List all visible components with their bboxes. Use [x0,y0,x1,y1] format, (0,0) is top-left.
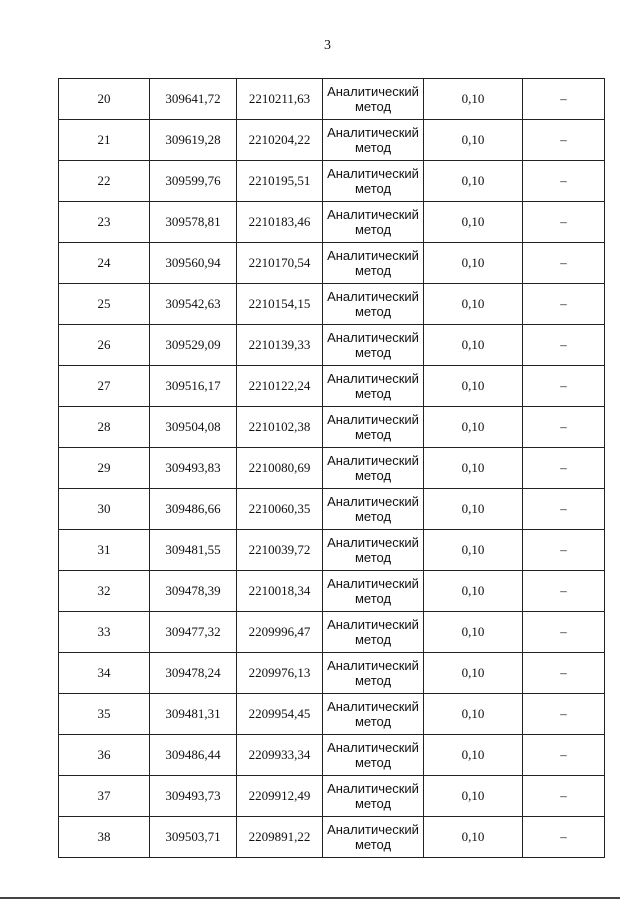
method-line-1: Аналитический [327,453,419,468]
method-line-2: метод [354,427,392,442]
coordinate-x: 309578,81 [150,202,237,243]
method-line-2: метод [354,345,392,360]
accuracy: 0,10 [424,202,523,243]
accuracy: 0,10 [424,735,523,776]
method-line-1: Аналитический [327,822,419,837]
coordinate-y: 2210170,54 [237,243,323,284]
point-number: 24 [59,243,150,284]
point-number: 33 [59,612,150,653]
method-line-1: Аналитический [327,617,419,632]
method-line-1: Аналитический [327,125,419,140]
method [323,407,424,448]
method [323,571,424,612]
table-row [59,489,605,530]
method [323,79,424,120]
method-line-2: метод [354,263,392,278]
table-row [59,243,605,284]
point-number: 30 [59,489,150,530]
accuracy: 0,10 [424,612,523,653]
note: – [523,120,605,161]
point-number: 20 [59,79,150,120]
note: – [523,448,605,489]
table-row [59,161,605,202]
method [323,284,424,325]
point-number: 34 [59,653,150,694]
accuracy: 0,10 [424,530,523,571]
coordinate-y: 2210183,46 [237,202,323,243]
accuracy: 0,10 [424,284,523,325]
coordinate-y: 2210204,22 [237,120,323,161]
method [323,776,424,817]
method-line-2: метод [354,386,392,401]
method-line-1: Аналитический [327,494,419,509]
coordinate-x: 309486,44 [150,735,237,776]
point-number: 36 [59,735,150,776]
table-row [59,776,605,817]
coordinate-x: 309503,71 [150,817,237,858]
table-row [59,448,605,489]
point-number: 21 [59,120,150,161]
coordinate-x: 309529,09 [150,325,237,366]
coordinate-y: 2209891,22 [237,817,323,858]
note: – [523,366,605,407]
method-line-2: метод [354,796,392,811]
method-line-1: Аналитический [327,576,419,591]
coordinate-y: 2209933,34 [237,735,323,776]
point-number: 37 [59,776,150,817]
table-row [59,120,605,161]
method-line-2: метод [354,468,392,483]
note: – [523,571,605,612]
coordinate-x: 309481,31 [150,694,237,735]
coordinate-x: 309560,94 [150,243,237,284]
method [323,366,424,407]
method-line-2: метод [354,632,392,647]
method-line-1: Аналитический [327,248,419,263]
accuracy: 0,10 [424,776,523,817]
note: – [523,530,605,571]
method-line-1: Аналитический [327,535,419,550]
coordinate-x: 309493,83 [150,448,237,489]
note: – [523,202,605,243]
point-number: 32 [59,571,150,612]
coordinate-y: 2209976,13 [237,653,323,694]
table-row [59,735,605,776]
accuracy: 0,10 [424,325,523,366]
table-row [59,366,605,407]
table-row [59,612,605,653]
table-row [59,202,605,243]
page-bottom-rule [0,897,620,899]
method-line-2: метод [354,99,392,114]
page-number: 3 [324,38,331,53]
note: – [523,694,605,735]
coordinate-x: 309478,24 [150,653,237,694]
note: – [523,284,605,325]
point-number: 29 [59,448,150,489]
table-row [59,407,605,448]
note: – [523,407,605,448]
coordinate-y: 2210195,51 [237,161,323,202]
method [323,161,424,202]
coordinate-y: 2209912,49 [237,776,323,817]
table-row [59,653,605,694]
accuracy: 0,10 [424,366,523,407]
method-line-1: Аналитический [327,84,419,99]
accuracy: 0,10 [424,120,523,161]
coordinate-x: 309478,39 [150,571,237,612]
table-row [59,694,605,735]
coordinate-x: 309619,28 [150,120,237,161]
method-line-1: Аналитический [327,740,419,755]
method-line-2: метод [354,509,392,524]
coordinate-x: 309516,17 [150,366,237,407]
method [323,325,424,366]
method-line-2: метод [354,222,392,237]
table-row [59,325,605,366]
coordinate-y: 2210139,33 [237,325,323,366]
method [323,243,424,284]
method-line-2: метод [354,550,392,565]
note: – [523,776,605,817]
method-line-1: Аналитический [327,371,419,386]
method-line-1: Аналитический [327,699,419,714]
coordinates-table [58,78,605,858]
method-line-2: метод [354,755,392,770]
table-row [59,571,605,612]
coordinate-y: 2210211,63 [237,79,323,120]
method [323,817,424,858]
method-line-1: Аналитический [327,412,419,427]
coordinate-x: 309493,73 [150,776,237,817]
point-number: 22 [59,161,150,202]
coordinate-y: 2210080,69 [237,448,323,489]
method [323,612,424,653]
method [323,653,424,694]
accuracy: 0,10 [424,79,523,120]
method-line-1: Аналитический [327,166,419,181]
table-row [59,817,605,858]
method [323,530,424,571]
accuracy: 0,10 [424,653,523,694]
accuracy: 0,10 [424,489,523,530]
method-line-2: метод [354,304,392,319]
coordinate-y: 2209996,47 [237,612,323,653]
accuracy: 0,10 [424,571,523,612]
accuracy: 0,10 [424,243,523,284]
method-line-1: Аналитический [327,289,419,304]
note: – [523,79,605,120]
method-line-1: Аналитический [327,658,419,673]
note: – [523,325,605,366]
point-number: 35 [59,694,150,735]
method [323,202,424,243]
coordinate-x: 309481,55 [150,530,237,571]
accuracy: 0,10 [424,817,523,858]
method [323,448,424,489]
note: – [523,243,605,284]
note: – [523,735,605,776]
table-row [59,284,605,325]
coordinate-x: 309504,08 [150,407,237,448]
coordinate-x: 309599,76 [150,161,237,202]
accuracy: 0,10 [424,161,523,202]
point-number: 31 [59,530,150,571]
method-line-2: метод [354,673,392,688]
point-number: 28 [59,407,150,448]
method-line-2: метод [354,837,392,852]
point-number: 25 [59,284,150,325]
note: – [523,161,605,202]
coordinate-x: 309486,66 [150,489,237,530]
note: – [523,653,605,694]
note: – [523,489,605,530]
coordinate-x: 309542,63 [150,284,237,325]
coordinate-y: 2210060,35 [237,489,323,530]
accuracy: 0,10 [424,407,523,448]
method [323,735,424,776]
point-number: 38 [59,817,150,858]
coordinate-y: 2210122,24 [237,366,323,407]
point-number: 27 [59,366,150,407]
accuracy: 0,10 [424,448,523,489]
coordinate-y: 2210154,15 [237,284,323,325]
accuracy: 0,10 [424,694,523,735]
coordinate-y: 2210102,38 [237,407,323,448]
coordinate-y: 2209954,45 [237,694,323,735]
table-row [59,79,605,120]
method-line-1: Аналитический [327,330,419,345]
method [323,489,424,530]
method-line-2: метод [354,714,392,729]
method-line-1: Аналитический [327,207,419,222]
coordinate-x: 309477,32 [150,612,237,653]
note: – [523,817,605,858]
coordinate-y: 2210018,34 [237,571,323,612]
note: – [523,612,605,653]
table-row [59,530,605,571]
coordinate-x: 309641,72 [150,79,237,120]
coordinate-y: 2210039,72 [237,530,323,571]
method-line-2: метод [354,181,392,196]
point-number: 23 [59,202,150,243]
method-line-2: метод [354,140,392,155]
coordinates-table-body [59,79,605,858]
method [323,694,424,735]
method [323,120,424,161]
point-number: 26 [59,325,150,366]
method-line-2: метод [354,591,392,606]
method-line-1: Аналитический [327,781,419,796]
